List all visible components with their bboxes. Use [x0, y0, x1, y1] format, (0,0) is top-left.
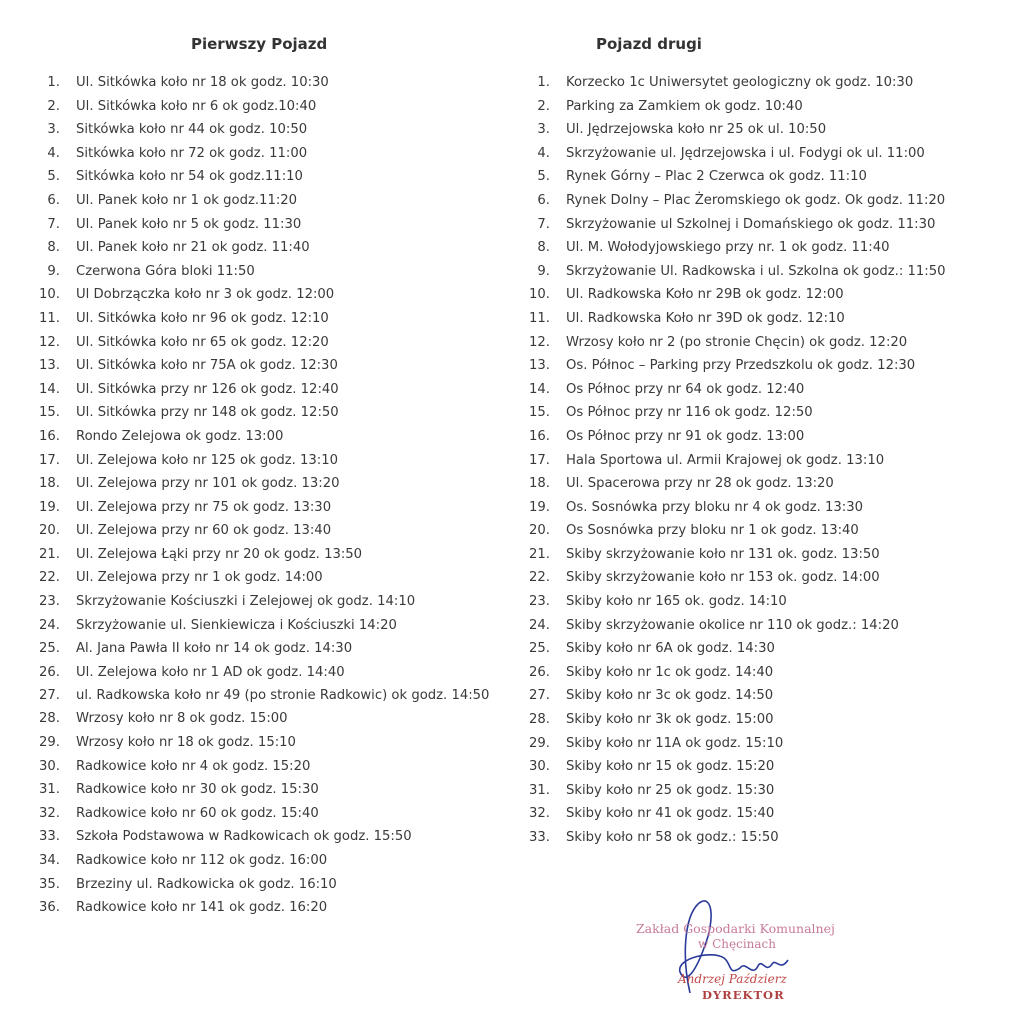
- stop-item: [530, 283, 1000, 307]
- stop-item: [40, 849, 510, 873]
- stop-number: 8.: [537, 240, 550, 256]
- stop-number: 23.: [529, 594, 550, 610]
- stop-text: Rynek Dolny – Plac Żeromskiego ok godz. Ok godz. 11:20: [566, 192, 946, 208]
- stop-item: [40, 614, 510, 638]
- stop-text: Skiby koło nr 3c ok godz. 14:50: [566, 688, 774, 704]
- stop-number: 27.: [529, 688, 550, 704]
- stop-number: 17.: [39, 452, 60, 468]
- stop-number: 14.: [39, 381, 60, 397]
- stop-item: [530, 519, 1000, 543]
- stop-item: [40, 307, 510, 331]
- stop-item: [40, 260, 510, 284]
- stop-item: [40, 496, 510, 520]
- stop-number: 11.: [39, 310, 60, 326]
- stop-item: [530, 732, 1000, 756]
- stop-text: Parking za Zamkiem ok godz. 10:40: [566, 98, 803, 114]
- stop-item: [530, 826, 1000, 850]
- stop-number: 2.: [47, 98, 60, 114]
- stop-item: [40, 331, 510, 355]
- stop-item: [40, 566, 510, 590]
- stop-text: Czerwona Góra bloki 11:50: [76, 263, 255, 279]
- stop-item: [530, 213, 1000, 237]
- stop-number: 5.: [47, 169, 60, 185]
- stop-item: [530, 95, 1000, 119]
- stop-number: 7.: [537, 216, 550, 232]
- stop-number: 33.: [529, 830, 550, 845]
- stop-number: 16.: [529, 428, 550, 444]
- stop-number: 4.: [47, 145, 60, 161]
- stop-text: Hala Sportowa ul. Armii Krajowej ok godz. 13:10: [566, 452, 885, 468]
- stop-text: Ul. Jędrzejowska koło nr 25 ok ul. 10:50: [566, 122, 827, 138]
- stop-text: Ul. Radkowska Koło nr 29B ok godz. 12:00: [566, 287, 844, 303]
- stop-item: [530, 378, 1000, 402]
- stop-text: Skiby skrzyżowanie koło nr 153 ok. godz. 14:00: [566, 570, 880, 586]
- stop-text: Os. Północ – Parking przy Przedszkolu ok godz. 12:30: [566, 358, 916, 374]
- stop-text: Rondo Zelejowa ok godz. 13:00: [76, 428, 284, 444]
- stop-item: [40, 213, 510, 237]
- stop-text: Ul. Sitkówka koło nr 75A ok godz. 12:30: [76, 358, 338, 374]
- stop-text: Wrzosy koło nr 8 ok godz. 15:00: [76, 711, 288, 727]
- stop-number: 18.: [529, 476, 550, 492]
- stop-item: [530, 779, 1000, 803]
- stop-text: Radkowice koło nr 30 ok godz. 15:30: [76, 782, 319, 798]
- stop-number: 4.: [537, 145, 550, 161]
- stop-number: 36.: [39, 900, 60, 916]
- stop-number: 10.: [39, 287, 60, 303]
- stop-item: [530, 472, 1000, 496]
- stop-number: 26.: [529, 664, 550, 680]
- stop-text: Os. Sosnówka przy bloku nr 4 ok godz. 13:30: [566, 499, 864, 515]
- stop-text: Brzeziny ul. Radkowicka ok godz. 16:10: [76, 876, 337, 892]
- stop-item: [530, 71, 1000, 95]
- stop-number: 14.: [529, 381, 550, 397]
- stop-text: Skrzyżowanie ul. Jędrzejowska i ul. Fodygi ok ul. 11:00: [566, 145, 925, 161]
- stop-text: Skiby koło nr 3k ok godz. 15:00: [566, 712, 774, 728]
- stop-item: [40, 401, 510, 425]
- stop-number: 21.: [39, 546, 60, 562]
- stop-number: 24.: [39, 617, 60, 633]
- stop-number: 6.: [47, 192, 60, 208]
- stamp-name: Andrzej Paździerz: [678, 972, 787, 986]
- stop-item: [40, 236, 510, 260]
- stop-text: Ul. Zelejowa koło nr 1 AD ok godz. 14:40: [76, 664, 345, 680]
- second-vehicle-stop-list: [530, 71, 1000, 850]
- stop-text: Ul. Zelejowa przy nr 101 ok godz. 13:20: [76, 476, 340, 492]
- stop-number: 13.: [39, 358, 60, 374]
- stop-text: Skrzyżowanie Kościuszki i Zelejowej ok godz. 14:10: [76, 594, 416, 610]
- stop-item: [530, 165, 1000, 189]
- stop-item: [40, 684, 494, 707]
- stop-number: 16.: [39, 428, 60, 444]
- stop-text: Ul. Zelejowa Łąki przy nr 20 ok godz. 13:50: [76, 546, 363, 562]
- stop-text: Ul. Panek koło nr 21 ok godz. 11:40: [76, 240, 310, 256]
- stop-text: Skiby koło nr 58 ok godz.: 15:50: [566, 830, 779, 845]
- stop-number: 26.: [39, 664, 60, 680]
- stop-text: Skiby koło nr 6A ok godz. 14:30: [566, 641, 775, 657]
- stop-item: [40, 590, 510, 614]
- stop-text: Skiby koło nr 1c ok godz. 14:40: [566, 664, 774, 680]
- stop-number: 31.: [529, 782, 550, 798]
- stop-number: 6.: [537, 192, 550, 208]
- stop-text: Skiby koło nr 25 ok godz. 15:30: [566, 782, 775, 798]
- stop-item: [40, 165, 510, 189]
- stop-number: 12.: [529, 334, 550, 350]
- stop-text: Skrzyżowanie ul Szkolnej i Domańskiego ok godz. 11:30: [566, 216, 936, 232]
- stop-number: 8.: [47, 240, 60, 256]
- stop-number: 30.: [39, 758, 60, 774]
- first-vehicle-title: Pierwszy Pojazd: [191, 35, 328, 53]
- stop-text: Radkowice koło nr 60 ok godz. 15:40: [76, 805, 319, 821]
- stamp-institution: Zakład Gospodarki Komunalnej: [636, 921, 835, 936]
- stop-text: Korzecko 1c Uniwersytet geologiczny ok godz. 10:30: [566, 75, 914, 90]
- stop-item: [40, 731, 510, 755]
- stop-text: Wrzosy koło nr 2 (po stronie Chęcin) ok godz. 12:20: [566, 334, 908, 350]
- stop-item: [530, 354, 1000, 378]
- stop-item: [530, 401, 1000, 425]
- stop-number: 20.: [529, 523, 550, 539]
- stop-text: Sitkówka koło nr 44 ok godz. 10:50: [76, 122, 308, 138]
- stop-number: 15.: [529, 405, 550, 421]
- stop-text: Ul. Sitkówka koło nr 18 ok godz. 10:30: [76, 75, 329, 90]
- stop-item: [530, 496, 1000, 520]
- stop-item: [530, 543, 1000, 567]
- stop-number: 28.: [529, 712, 550, 728]
- stop-text: Ul. Radkowska Koło nr 39D ok godz. 12:10: [566, 310, 845, 326]
- stop-number: 12.: [39, 334, 60, 350]
- stop-item: [530, 708, 1000, 732]
- stop-text: Ul. Zelejowa przy nr 60 ok godz. 13:40: [76, 523, 332, 539]
- stop-item: [40, 71, 510, 95]
- stop-item: [40, 896, 510, 920]
- stop-text: Ul. Spacerowa przy nr 28 ok godz. 13:20: [566, 476, 834, 492]
- stop-text: Radkowice koło nr 112 ok godz. 16:00: [76, 853, 328, 868]
- stop-item: [530, 614, 1000, 638]
- stop-number: 20.: [39, 523, 60, 539]
- stop-item: [530, 637, 1000, 661]
- stop-item: [530, 307, 1000, 331]
- stop-number: 19.: [529, 499, 550, 515]
- stop-item: [40, 825, 510, 849]
- stop-number: 29.: [39, 735, 60, 751]
- stop-text: Ul. Zelejowa przy nr 1 ok godz. 14:00: [76, 570, 323, 586]
- stop-item: [40, 543, 510, 567]
- stop-number: 9.: [47, 263, 60, 279]
- stop-item: [530, 260, 1000, 284]
- stop-number: 1.: [47, 75, 60, 90]
- stop-number: 11.: [529, 310, 550, 326]
- stop-number: 33.: [39, 829, 60, 845]
- stop-text: Ul. Sitkówka koło nr 6 ok godz.10:40: [76, 98, 317, 114]
- stop-item: [530, 142, 1000, 166]
- stop-number: 1.: [537, 75, 550, 90]
- stop-item: [530, 661, 1000, 685]
- stop-number: 19.: [39, 499, 60, 515]
- stop-item: [40, 472, 510, 496]
- stop-text: Rynek Górny – Plac 2 Czerwca ok godz. 11:10: [566, 169, 867, 185]
- stop-text: Os Północ przy nr 64 ok godz. 12:40: [566, 381, 805, 397]
- stop-text: Ul Dobrzączka koło nr 3 ok godz. 12:00: [76, 287, 335, 303]
- stop-number: 34.: [39, 853, 60, 868]
- stop-item: [40, 142, 510, 166]
- stop-number: 32.: [39, 805, 60, 821]
- stop-number: 7.: [47, 216, 60, 232]
- stop-item: [40, 95, 510, 119]
- stop-item: [530, 425, 1000, 449]
- stop-text: Ul. Panek koło nr 1 ok godz.11:20: [76, 192, 298, 208]
- stop-text: Skrzyżowanie Ul. Radkowska i ul. Szkolna ok godz.: 11:50: [566, 263, 946, 279]
- stop-number: 18.: [39, 476, 60, 492]
- stop-item: [40, 707, 510, 731]
- stop-number: 29.: [529, 735, 550, 751]
- stop-number: 28.: [39, 711, 60, 727]
- stop-number: 27.: [39, 688, 60, 704]
- stop-text: Szkoła Podstawowa w Radkowicach ok godz. 15:50: [76, 829, 412, 845]
- stop-item: [530, 331, 1000, 355]
- stop-number: 15.: [39, 405, 60, 421]
- stop-text: Skiby skrzyżowanie okolice nr 110 ok godz.: 14:20: [566, 617, 899, 633]
- stop-text: Skrzyżowanie ul. Sienkiewicza i Kościuszki 14:20: [76, 617, 397, 633]
- stop-item: [40, 661, 510, 685]
- stop-text: Ul. Zelejowa koło nr 125 ok godz. 13:10: [76, 452, 339, 468]
- stamp-city: w Chęcinach: [698, 937, 776, 951]
- stop-text: Radkowice koło nr 141 ok godz. 16:20: [76, 900, 328, 916]
- stop-text: Skiby koło nr 165 ok. godz. 14:10: [566, 594, 787, 610]
- stop-text: Wrzosy koło nr 18 ok godz. 15:10: [76, 735, 296, 751]
- stop-item: [530, 236, 1000, 260]
- stop-item: [40, 449, 510, 473]
- stop-text: Os Sosnówka przy bloku nr 1 ok godz. 13:40: [566, 523, 859, 539]
- stop-item: [40, 425, 510, 449]
- stop-text: Ul. Sitkówka koło nr 96 ok godz. 12:10: [76, 310, 329, 326]
- stop-item: [530, 449, 1000, 473]
- second-vehicle-title: Pojazd drugi: [596, 35, 702, 53]
- stamp-role: DYREKTOR: [702, 988, 785, 1002]
- stop-text: Ul. Sitkówka przy nr 148 ok godz. 12:50: [76, 405, 339, 421]
- stop-item: [530, 590, 1000, 614]
- stop-item: [40, 354, 510, 378]
- stop-number: 32.: [529, 806, 550, 822]
- stop-number: 21.: [529, 546, 550, 562]
- stop-item: [40, 378, 510, 402]
- stop-text: Os Północ przy nr 116 ok godz. 12:50: [566, 405, 813, 421]
- stop-text: Skiby koło nr 41 ok godz. 15:40: [566, 806, 775, 822]
- stop-text: Sitkówka koło nr 72 ok godz. 11:00: [76, 145, 308, 161]
- stop-text: Ul. Sitkówka przy nr 126 ok godz. 12:40: [76, 381, 339, 397]
- stop-number: 5.: [537, 169, 550, 185]
- stop-number: 23.: [39, 594, 60, 610]
- first-vehicle-stop-list: [40, 71, 510, 920]
- stop-number: 2.: [537, 98, 550, 114]
- stop-text: Ul. Panek koło nr 5 ok godz. 11:30: [76, 216, 302, 232]
- stop-item: [40, 519, 510, 543]
- stop-number: 22.: [39, 570, 60, 586]
- stop-number: 3.: [537, 122, 550, 138]
- stop-number: 10.: [529, 287, 550, 303]
- stop-item: [530, 566, 1000, 590]
- stop-number: 35.: [39, 876, 60, 892]
- stop-text: Os Północ przy nr 91 ok godz. 13:00: [566, 428, 805, 444]
- stop-text: ul. Radkowska koło nr 49 (po stronie Radkowic) ok godz. 14:50: [76, 688, 490, 704]
- stop-item: [40, 118, 510, 142]
- stop-text: Ul. M. Wołodyjowskiego przy nr. 1 ok godz. 11:40: [566, 240, 890, 256]
- stop-item: [40, 189, 510, 213]
- stop-text: Skiby koło nr 15 ok godz. 15:20: [566, 759, 775, 775]
- stop-item: [530, 118, 1000, 142]
- stop-number: 3.: [47, 122, 60, 138]
- stop-number: 30.: [529, 759, 550, 775]
- stop-number: 25.: [39, 641, 60, 657]
- stop-item: [40, 283, 510, 307]
- stop-item: [530, 755, 1000, 779]
- stop-item: [530, 684, 1000, 708]
- stop-number: 9.: [537, 263, 550, 279]
- stop-item: [40, 778, 510, 802]
- stop-text: Sitkówka koło nr 54 ok godz.11:10: [76, 169, 303, 185]
- stop-number: 22.: [529, 570, 550, 586]
- stop-text: Ul. Zelejowa przy nr 75 ok godz. 13:30: [76, 499, 332, 515]
- stop-number: 24.: [529, 617, 550, 633]
- stop-number: 13.: [529, 358, 550, 374]
- director-stamp: [620, 912, 860, 1012]
- stop-text: Skiby koło nr 11A ok godz. 15:10: [566, 735, 784, 751]
- stop-text: Ul. Sitkówka koło nr 65 ok godz. 12:20: [76, 334, 329, 350]
- stop-item: [40, 755, 510, 779]
- stop-item: [40, 637, 510, 661]
- stop-item: [530, 189, 1000, 213]
- stop-number: 31.: [39, 782, 60, 798]
- stop-item: [40, 873, 510, 897]
- stop-text: Radkowice koło nr 4 ok godz. 15:20: [76, 758, 311, 774]
- stop-text: Skiby skrzyżowanie koło nr 131 ok. godz. 13:50: [566, 546, 880, 562]
- stop-item: [40, 802, 510, 826]
- stop-number: 17.: [529, 452, 550, 468]
- stop-number: 25.: [529, 641, 550, 657]
- stop-item: [530, 802, 1000, 826]
- stop-text: Al. Jana Pawła II koło nr 14 ok godz. 14:30: [76, 641, 353, 657]
